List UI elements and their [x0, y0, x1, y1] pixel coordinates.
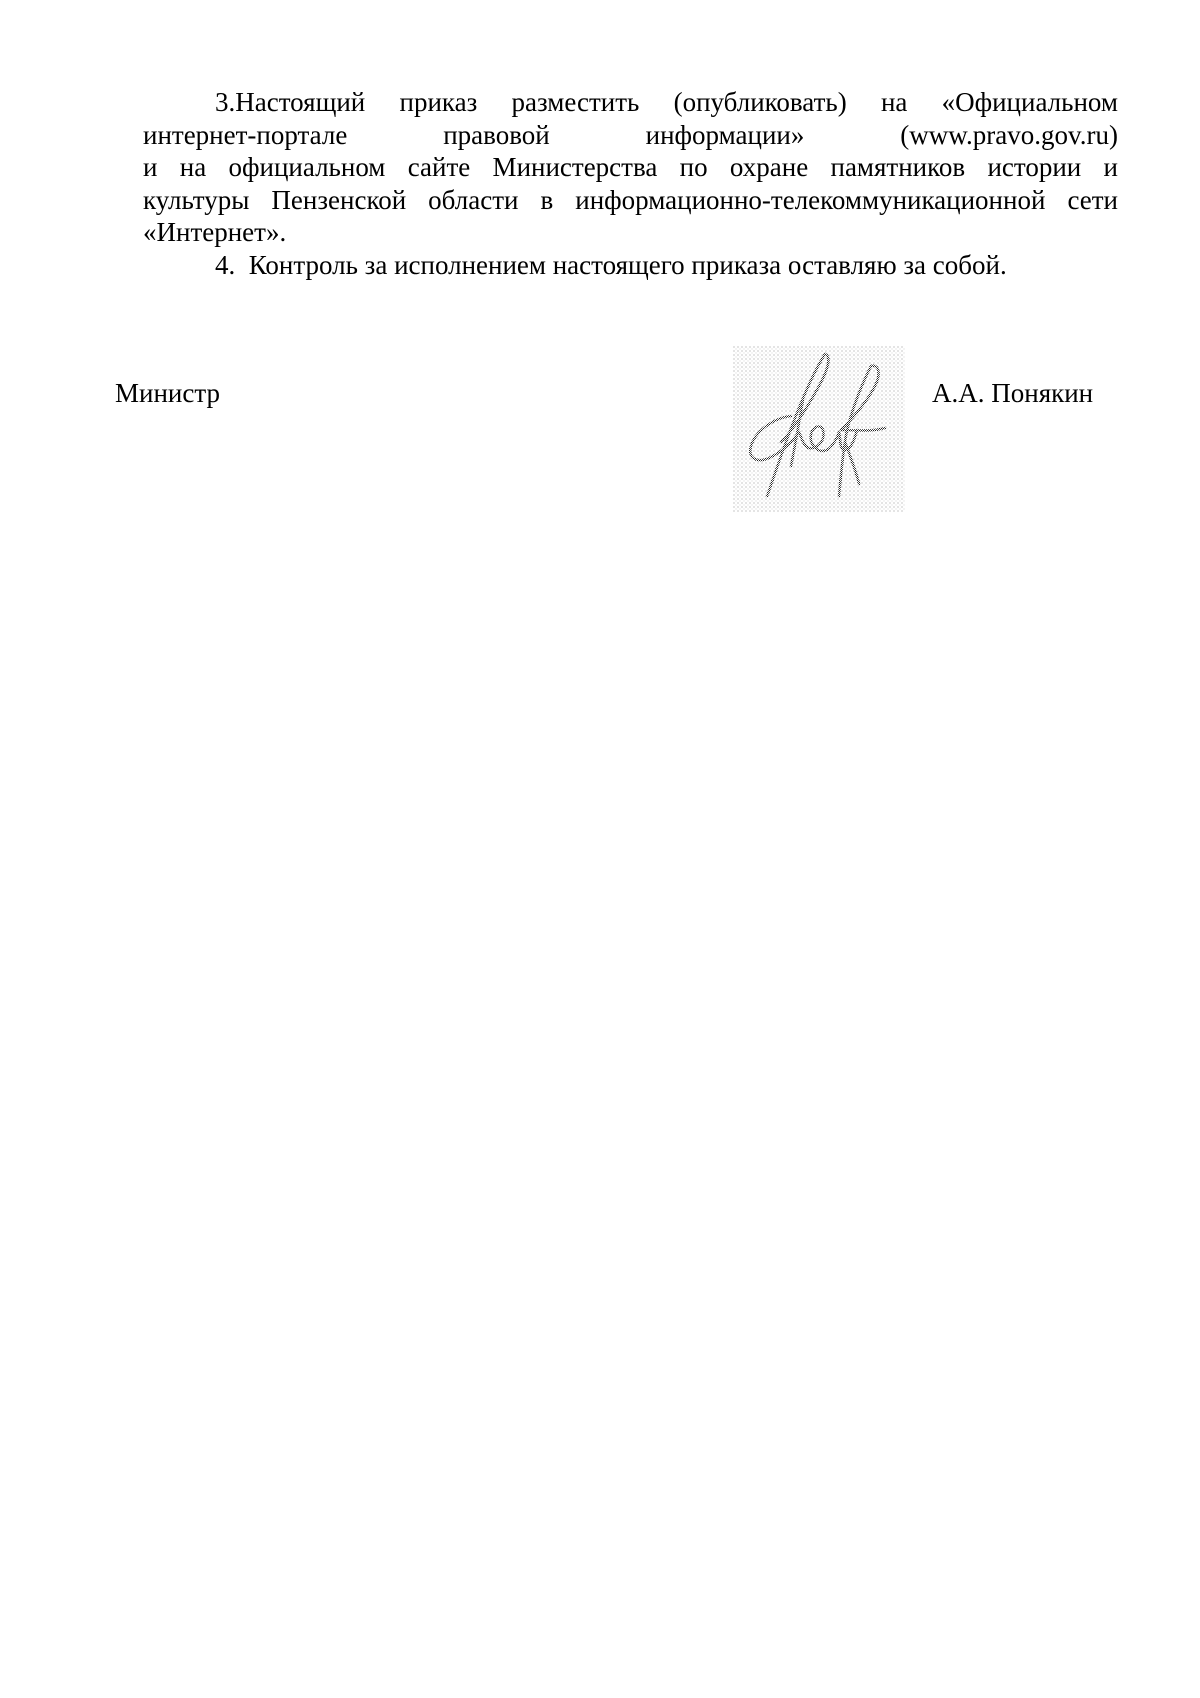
- paragraph-3-line-5: «Интернет».: [143, 217, 287, 247]
- paragraph-3: [143, 86, 1118, 249]
- paragraph-3-line-3: и на официальном сайте Министерства по охране памятников истории и: [143, 152, 1118, 182]
- document-body: [143, 86, 1118, 281]
- signatory-title: Министр: [115, 378, 220, 408]
- paragraph-3-line-1: 3.Настоящий приказ разместить (опубликовать) на «Официальном: [215, 87, 1118, 117]
- handwritten-signature-icon: [733, 346, 905, 512]
- paragraph-3-line-4: культуры Пензенской области в информационно-телекоммуникационной сети: [143, 184, 1118, 215]
- paragraph-3-line-2: интернет-портале правовой информации» (www.pravo.gov.ru): [143, 119, 1118, 150]
- signatory-name: А.А. Понякин: [932, 378, 1094, 408]
- paragraph-4: 4. Контроль за исполнением настоящего приказа оставляю за собой.: [215, 249, 1007, 280]
